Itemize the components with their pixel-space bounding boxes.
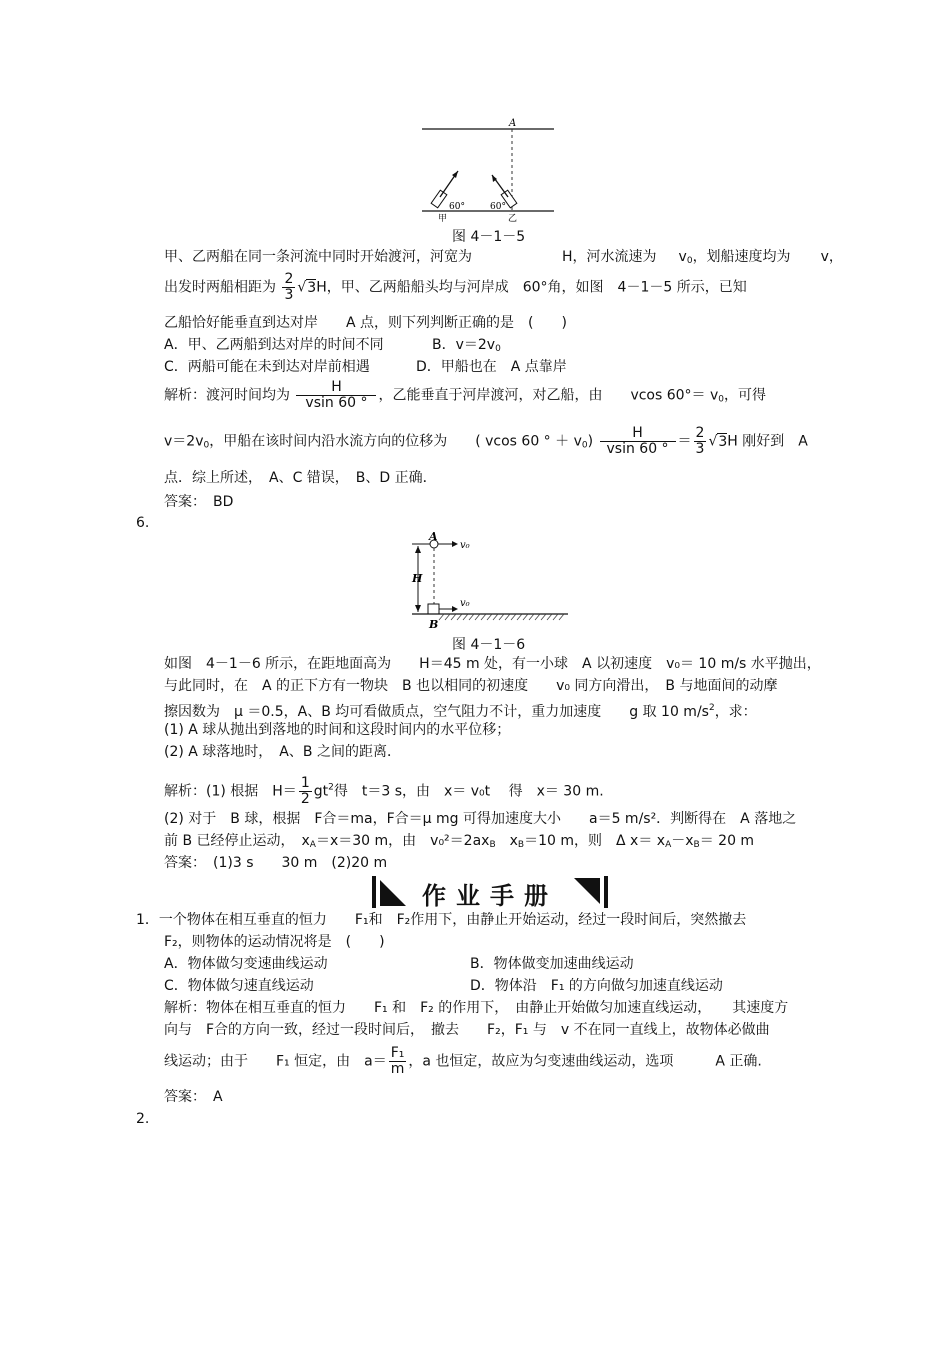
h1-option-b: B．物体做变加速曲线运动 xyxy=(470,956,634,972)
section-title: 作业手册 xyxy=(422,882,558,910)
banner-left-decoration xyxy=(370,876,410,908)
p5-line-3: 乙船恰好能垂直到达对岸 A 点，则下列判断正确的是 ( ) xyxy=(164,315,567,331)
fig6-label-h: H xyxy=(412,572,423,585)
q6-line-2: 与此同时，在 A 的正下方有一物块 B 也以相同的初速度 v₀ 同方向滑出， B 与地面间的动摩 xyxy=(164,678,778,694)
q6-line-3: 擦因数为 μ ＝0.5，A、B 均可看做质点，空气阻力不计，重力加速度 g 取 10 $m/s^2$，求： xyxy=(164,703,757,720)
section-banner xyxy=(370,874,610,910)
p5-solution-1: 解析：渡河时间均为 $\frac{H}{vsin 60 ^\circ}$ ，乙能垂直于河岸渡河，对乙船，由 vcos $60^\circ= v_0$，可得 xyxy=(164,379,767,411)
figure-4-1-5 xyxy=(420,115,560,225)
p5-option-a: A．甲、乙两船到达对岸的时间不同 xyxy=(164,337,384,353)
q6-solution-3: 前 B 已经停止运动， $x_A=x=30$ m，由 $v_0^2=2ax_B$ $x_B=10$ m，则 Δ $x= x_A-x_B= 20$ m xyxy=(164,833,755,850)
fig5-angle-1: 60° xyxy=(449,202,465,212)
p5-answer: 答案： BD xyxy=(164,494,234,510)
h1-option-c: C．物体做匀速直线运动 xyxy=(164,978,314,994)
q6-number: 6. xyxy=(136,515,150,531)
h1-line-2: F₂，则物体的运动情况将是 ( ) xyxy=(164,934,385,950)
q6-question-1: (1) A 球从抛出到落地的时间和这段时间内的水平位移； xyxy=(164,722,511,738)
h1-option-d: D．物体沿 F₁ 的方向做匀加速直线运动 xyxy=(470,978,723,994)
p5-option-c: C．两船可能在未到达对岸前相遇 xyxy=(164,359,370,375)
h1-answer: 答案： A xyxy=(164,1089,223,1105)
h1-solution-1: 解析：物体在相互垂直的恒力 F₁ 和 F₂ 的作用下， 由静止开始做匀加速直线运动， 其速度方 xyxy=(164,1000,789,1016)
fig5-angle-2: 60° xyxy=(490,202,506,212)
p5-option-b: B．$v=2v_0$ xyxy=(432,337,501,354)
p5-solution-2: $v=2v_0$，甲船在该时间内沿水流方向的位移为 ( vcos 60 ° ＋ $v_0$) $\frac{H}{vsin 60 ^\circ}$ ＝ $\frac{2}{3}$ √3H 刚好到 A xyxy=(164,425,808,457)
p5-option-d: D．甲船也在 A 点靠岸 xyxy=(416,359,567,375)
fig6-label-b: B xyxy=(429,618,439,631)
h1-option-a: A．物体做匀变速曲线运动 xyxy=(164,956,328,972)
fig6-label-v0-top: v₀ xyxy=(460,540,470,551)
h2-number: 2. xyxy=(136,1111,150,1127)
h1-solution-2: 向与 F合的方向一致，经过一段时间后， 撤去 F₂，F₁ 与 v 不在同一直线上，故物体必做曲 xyxy=(164,1022,770,1038)
q6-solution-1: 解析：(1) 根据 H＝ $\frac{1}{2}$ $gt^2$得 t＝3 s，由 x＝ v₀t 得 x＝ 30 m. xyxy=(164,775,604,807)
fig6-label-v0-bottom: v₀ xyxy=(460,598,470,609)
q6-question-2: (2) A 球落地时， A、B 之间的距离． xyxy=(164,744,401,760)
figure-caption: 图 4－1－5 xyxy=(452,229,526,245)
figure-caption-6: 图 4－1－6 xyxy=(452,637,526,653)
h1-line-1: 1．一个物体在相互垂直的恒力 F₁和 F₂作用下，由静止开始运动，经过一段时间后，突然撤去 xyxy=(136,912,747,928)
fig5-label-yi: 乙 xyxy=(508,214,518,224)
fig5-label-a: A xyxy=(509,118,517,129)
p5-line-2: 出发时两船相距为 $\frac{2}{3}$ √3H，甲、乙两船船头均与河岸成 60°角，如图 4－1－5 所示，已知 xyxy=(164,271,747,303)
q6-answer: 答案： (1)3 s 30 m (2)20 m xyxy=(164,855,388,871)
q6-solution-2: (2) 对于 B 球，根据 F合＝ma，F合＝μ mg 可得加速度大小 a＝5 m/s²．判断得在 A 落地之 xyxy=(164,811,797,827)
fig5-label-jia: 甲 xyxy=(438,214,448,224)
q6-line-1: 如图 4－1－6 所示，在距地面高为 H＝45 m 处，有一小球 A 以初速度 v₀＝ 10 m/s 水平抛出， xyxy=(164,656,821,672)
fig6-label-a: A xyxy=(429,532,438,543)
banner-right-decoration xyxy=(570,876,610,908)
p5-solution-3: 点．综上所述， A、C 错误， B、D 正确． xyxy=(164,470,437,486)
figure-4-1-6 xyxy=(404,532,574,632)
h1-solution-3: 线运动；由于 F₁ 恒定，由 a＝ $\frac{\text{F₁}}{m}$ ，a 也恒定，故应为匀变速曲线运动，选项 A 正确. xyxy=(164,1045,762,1077)
p5-line-1: 甲、乙两船在同一条河流中同时开始渡河，河宽为 H，河水流速为 $v_0$，划船速度均为 v， xyxy=(164,249,843,266)
